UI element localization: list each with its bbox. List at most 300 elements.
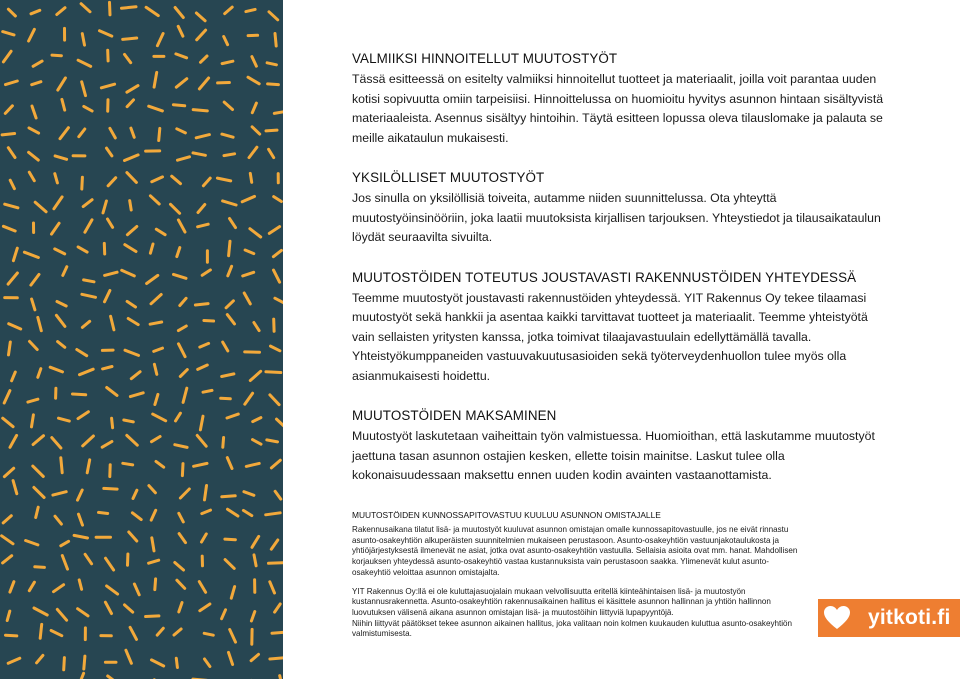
pattern-dash — [153, 414, 166, 421]
pattern-dash — [230, 219, 236, 228]
pattern-dash — [57, 302, 66, 307]
pattern-dash — [250, 229, 261, 237]
section-title: YKSILÖLLISET MUUTOSTYÖT — [352, 170, 545, 185]
section-body: Teemme muutostyöt joustavasti rakennustöiden yhteydessä. YIT Rakennus Oy tekee tilaamasi muutostyöt sekä hankkii ja asentaa kaikki tarvittavat tuotteet ja materiaalit. Teemme yhteistyötä vain sellaisten yritysten kanssa, jotka toimivat tilaajavastuulain edellyttämällä tavalla. Yhteistyökumppaneiden vastuuvakuutusasioiden sekä työterveydenhuollon tulee myös olla asianmukaisesti hoidettu. — [352, 290, 868, 383]
pattern-dash — [222, 134, 233, 137]
pattern-dash — [83, 436, 94, 446]
pattern-dash — [172, 176, 181, 184]
pattern-dash — [157, 628, 163, 635]
pattern-dash — [5, 106, 12, 114]
pattern-dash — [252, 127, 260, 134]
pattern-dash — [10, 180, 14, 189]
pattern-dash — [197, 435, 206, 446]
pattern-dash — [52, 223, 60, 234]
pattern-dash — [253, 440, 262, 445]
pattern-dash — [253, 418, 261, 422]
pattern-dash — [32, 299, 35, 310]
pattern-dash — [174, 274, 187, 278]
pattern-dash — [224, 154, 235, 156]
pattern-dash — [101, 84, 114, 88]
pattern-dash — [271, 460, 280, 468]
pattern-dash — [176, 79, 187, 88]
pattern-dash — [221, 398, 231, 399]
pattern-dash — [102, 442, 112, 448]
section-title: VALMIIKSI HINNOITELLUT MUUTOSTYÖT — [352, 51, 618, 66]
pattern-dash — [26, 541, 38, 545]
pattern-dash — [62, 556, 67, 570]
pattern-dash — [275, 604, 281, 612]
pattern-dash — [193, 110, 207, 111]
pattern-dash — [270, 582, 275, 593]
pattern-dash — [171, 204, 180, 213]
pattern-dash — [222, 61, 233, 63]
pattern-dash — [104, 488, 117, 489]
pattern-dash — [130, 627, 136, 639]
pattern-dash — [274, 270, 280, 282]
pattern-dash — [33, 436, 43, 445]
logo-wordmark: yitkoti.fi — [868, 606, 951, 629]
pattern-dash — [228, 266, 232, 276]
pattern-dash — [269, 563, 283, 564]
pattern-dash — [202, 534, 207, 542]
pattern-dash — [200, 416, 203, 430]
pattern-dash — [244, 293, 250, 304]
pattern-dash — [30, 341, 38, 349]
pattern-dash — [246, 463, 259, 466]
pattern-dash — [31, 274, 39, 285]
pattern-dash — [57, 609, 66, 620]
pattern-dash — [7, 611, 10, 620]
pattern-dash — [125, 350, 139, 355]
pattern-dash — [105, 272, 118, 275]
pattern-dash — [246, 9, 255, 11]
pattern-dash — [270, 658, 283, 659]
section-title: MUUTOSTÖIDEN MAKSAMINEN — [352, 408, 557, 423]
pattern-dash — [149, 486, 156, 493]
pattern-dash — [106, 558, 114, 570]
pattern-dash — [77, 350, 87, 356]
pattern-dash — [245, 393, 253, 404]
pattern-dash — [127, 435, 138, 445]
pattern-dash — [146, 616, 159, 617]
pattern-dash — [130, 201, 132, 210]
pattern-dash — [107, 388, 117, 396]
pattern-dash — [173, 105, 184, 106]
pattern-dash — [55, 516, 61, 524]
pattern-dash — [123, 463, 133, 465]
pattern-dash — [34, 487, 44, 497]
pattern-dash — [175, 563, 184, 571]
pattern-dash — [182, 464, 183, 476]
fineprint-paragraph: YIT Rakennus Oy:llä ei ole kuluttajasuojalain mukaan velvollisuutta eritellä kiinteähintaisen lisä- ja muutostyön kustannusrakennetta. Asunto-osakeyhtiön rakennusaikainen hallitus ei käsittele asunnon hallinnan ja yhtiön hallinnon luovutuksen välisenä aikana asunnon omistajan lisä- ja muutostöihin liittyviä lupapyyntöjä. — [352, 586, 771, 617]
pattern-dash — [254, 323, 259, 331]
pattern-dash — [82, 294, 96, 297]
pattern-dash — [13, 481, 17, 494]
section-payment — [352, 408, 892, 486]
pattern-dash — [225, 560, 234, 569]
pattern-dash — [4, 468, 13, 476]
pattern-dash — [231, 587, 234, 599]
pattern-dash — [3, 418, 13, 427]
pattern-dash — [155, 394, 158, 404]
pattern-dash — [84, 656, 85, 669]
pattern-dash — [274, 197, 282, 202]
pattern-dash — [111, 316, 114, 330]
pattern-dash — [125, 605, 133, 612]
pattern-dash — [54, 585, 64, 592]
pattern-dash — [179, 344, 186, 357]
pattern-dash — [107, 586, 118, 594]
pattern-dash — [134, 584, 139, 595]
pattern-dash — [10, 435, 17, 447]
pattern-dash — [50, 367, 62, 372]
pattern-dash — [125, 155, 139, 161]
pattern-dash — [36, 507, 39, 517]
pattern-dash — [82, 82, 86, 96]
pattern-dash — [9, 324, 21, 329]
pattern-dash — [229, 241, 230, 255]
pattern-dash — [123, 38, 137, 39]
pattern-dash — [196, 135, 209, 138]
pattern-dash — [29, 128, 39, 133]
pattern-dash — [38, 369, 41, 378]
pattern-dash — [176, 54, 187, 58]
pattern-dash — [252, 103, 256, 113]
pattern-dash — [29, 152, 39, 160]
pattern-dash — [204, 321, 214, 322]
pattern-dash — [225, 7, 233, 14]
pattern-dash — [103, 367, 112, 369]
pattern-dash — [197, 30, 206, 40]
pattern-dash — [5, 204, 18, 208]
section-body: Muutostyöt laskutetaan vaiheittain työn valmistuessa. Huomioithan, että laskutamme muutostyöt jaettuna tasan asunnon ostajien kesken, ellette toisin mainitse. Laskut tulee olla kokonaisuudessaan maksettu ennen uuden kodin avainten vastaanottamista. — [352, 429, 875, 482]
pattern-dash — [33, 61, 42, 66]
pattern-dash — [179, 513, 184, 522]
pattern-dash — [271, 540, 278, 549]
fineprint-paragraph: Rakennusaikana tilatut lisä- ja muutostyöt kuuluvat asunnon omistajan omalle kunnossapitovastuulle, jos ne eivät rinnastu asunto-osakeyhtiön alkuperäisten suunnitelmien mukaiseen perustasoon. Asunto-osakeyhtiön vastuunjakotaulukosta ja yhtiöjärjestyksestä ilmenevät ne asiat, jotka ovat asunto-osakeyhtiön vastuulla. Sellaisia asioita ovat mm. hanat. Mahdollisen korjauksen yhteydessä asunto-osakeyhtiö vastaa kustannuksista vain perustasoon saakka. Ylimenevät kulut asunto-osakeyhtiö veloittaa asunnon omistajalta. — [352, 525, 798, 577]
section-body: Tässä esitteessä on esitelty valmiiksi hinnoitellut tuotteet ja materiaalit, joilla voit parantaa uuden kotisi sopivuutta omiin tarpeisiisi. Hinnoittelussa on huomioitu hyvitys asunnon hintaan sisältyvistä materiaaleista. Asennus sisältyy hintoihin. Täytä esitteen lopussa oleva tilauslomake ja palauta se meille aikataulun mukaisesti. — [352, 72, 884, 145]
pattern-dash — [84, 106, 92, 111]
pattern-dash — [180, 298, 186, 305]
pattern-dash — [150, 196, 159, 204]
pattern-dash — [3, 32, 14, 35]
pattern-dash — [110, 128, 115, 138]
pattern-dash — [157, 34, 163, 46]
pattern-dash — [194, 463, 207, 466]
pattern-dash — [154, 364, 156, 374]
pattern-dash — [38, 317, 42, 330]
pattern-dash — [108, 219, 113, 227]
pattern-dash — [267, 63, 276, 65]
pattern-dash — [178, 220, 185, 232]
pattern-dash — [52, 55, 61, 56]
pattern-dash — [151, 510, 156, 520]
pattern-dash — [202, 270, 210, 275]
pattern-dash — [271, 346, 280, 351]
pattern-dash — [34, 608, 47, 615]
pattern-dash — [151, 295, 161, 304]
pattern-dash — [33, 466, 44, 476]
pattern-dash — [250, 371, 260, 380]
pattern-dash — [55, 156, 67, 159]
pattern-dash — [107, 148, 112, 156]
pattern-dash — [175, 445, 187, 448]
fineprint-paragraph: Niihin liittyvät päätökset tekee asunnon aikainen hallitus, joka valitaan noin kolmen kuukauden kuluttua asunto-osakeyhtiön valmistumisesta. — [352, 618, 793, 639]
pattern-dash — [56, 315, 65, 326]
pattern-dash — [273, 250, 281, 256]
heart-icon — [818, 599, 856, 637]
pattern-dash — [130, 393, 143, 397]
pattern-dash — [176, 413, 181, 421]
pattern-dash — [40, 624, 42, 638]
pattern-dash — [178, 26, 183, 36]
fineprint-title: MUUTOSTÖIDEN KUNNOSSAPITOVASTUU KUULUU ASUNNON OMISTAJALLE — [352, 510, 661, 520]
pattern-dash — [248, 77, 259, 84]
pattern-dash — [178, 157, 190, 160]
pattern-dash — [198, 365, 208, 369]
pattern-dash — [110, 2, 111, 14]
pattern-dash — [84, 280, 94, 282]
pattern-dash — [125, 245, 136, 252]
pattern-dash — [32, 415, 34, 427]
pattern-dash — [227, 315, 234, 324]
pattern-dash — [32, 82, 41, 85]
pattern-dash — [225, 539, 236, 540]
pattern-dash — [204, 633, 213, 635]
pattern-dash — [31, 10, 40, 14]
pattern-dash — [277, 419, 284, 426]
pattern-dash — [6, 635, 17, 636]
pattern-dash — [29, 582, 34, 591]
pattern-dash — [251, 654, 258, 660]
pattern-dash — [85, 220, 92, 232]
pattern-dash — [270, 395, 279, 405]
pattern-dash — [150, 322, 162, 324]
pattern-dash — [159, 128, 160, 140]
pattern-dash — [87, 460, 90, 473]
dash-pattern — [0, 0, 283, 679]
section-title: MUUTOSTÖIDEN TOTEUTUS JOUSTAVASTI RAKENNUSTÖIDEN YHTEYDESSÄ — [352, 269, 857, 285]
pattern-dash — [269, 149, 274, 157]
pattern-dash — [229, 652, 233, 664]
pattern-dash — [275, 34, 276, 47]
section-body: Jos sinulla on yksilöllisiä toiveita, autamme niiden suunnittelussa. Ota yhteyttä muutostyöinsinööriin, joka laatii muutoksista kirjallisen tarjouksen. Yhteystiedot ja tilausaikataulun löydät seuraavilta sivuilta. — [352, 191, 881, 244]
pattern-dash — [3, 556, 12, 563]
pattern-dash — [199, 78, 208, 89]
pattern-dash — [132, 513, 141, 520]
pattern-dash — [105, 602, 111, 613]
pattern-dash — [203, 178, 210, 186]
pattern-dash — [85, 554, 92, 564]
pattern-dash — [195, 304, 208, 305]
pattern-dash — [61, 458, 62, 473]
pattern-dash — [4, 391, 10, 403]
pattern-dash — [3, 51, 11, 62]
pattern-dash — [266, 513, 281, 515]
pattern-dash — [73, 394, 86, 395]
pattern-dash — [63, 267, 67, 276]
pattern-dash — [222, 374, 234, 377]
pattern-dash — [223, 438, 224, 448]
pattern-dash — [131, 372, 140, 379]
pattern-dash — [80, 369, 94, 375]
pattern-dash — [12, 372, 16, 381]
pattern-dash — [81, 4, 90, 12]
pattern-dash — [122, 270, 135, 276]
pattern-dash — [202, 510, 211, 513]
pattern-dash — [2, 134, 15, 135]
pattern-dash — [179, 603, 182, 612]
pattern-dash — [8, 148, 15, 158]
pattern-dash — [79, 673, 84, 679]
pattern-dash — [205, 659, 210, 667]
pattern-dash — [217, 178, 230, 181]
pattern-dash — [55, 249, 65, 254]
pattern-dash — [198, 224, 209, 227]
pattern-dash — [61, 541, 69, 546]
pattern-dash — [122, 7, 137, 8]
pattern-dash — [126, 650, 131, 663]
pattern-dash — [154, 72, 157, 87]
pattern-dash — [127, 100, 133, 107]
pattern-dash — [8, 9, 15, 16]
pattern-dash — [99, 512, 108, 513]
pattern-dash — [177, 580, 185, 588]
pattern-dash — [180, 370, 187, 377]
pattern-dash — [152, 437, 161, 442]
pattern-dash — [177, 248, 180, 257]
pattern-dash — [103, 201, 106, 213]
pattern-dash — [149, 560, 159, 563]
pattern-dash — [226, 301, 233, 308]
pattern-dash — [254, 555, 256, 566]
section-implementation — [352, 270, 892, 387]
pattern-dash — [82, 34, 84, 46]
pattern-dash — [224, 102, 232, 109]
pattern-dash — [178, 326, 186, 331]
pattern-dash — [78, 247, 87, 252]
pattern-dash — [223, 342, 228, 351]
pattern-dash — [57, 8, 65, 15]
pattern-dash — [127, 227, 136, 235]
pattern-dash — [201, 56, 208, 62]
pattern-dash — [243, 272, 254, 276]
pattern-dash — [79, 514, 83, 525]
pattern-dash — [266, 372, 281, 373]
pattern-dash — [125, 54, 131, 62]
pattern-dash — [275, 491, 281, 499]
pattern-dash — [133, 490, 137, 498]
pattern-dash — [127, 173, 136, 183]
pattern-dash — [269, 12, 278, 20]
pattern-dash — [82, 321, 89, 327]
decorative-pattern-panel — [0, 0, 283, 679]
pattern-dash — [177, 129, 186, 133]
pattern-dash — [78, 412, 88, 419]
pattern-dash — [28, 399, 38, 402]
pattern-dash — [124, 420, 134, 422]
pattern-dash — [174, 629, 181, 635]
pattern-dash — [53, 492, 66, 495]
pattern-dash — [8, 273, 17, 284]
pattern-dash — [203, 390, 212, 392]
pattern-dash — [79, 580, 81, 589]
pattern-dash — [10, 582, 14, 592]
pattern-dash — [3, 516, 11, 523]
pattern-dash — [280, 676, 283, 679]
pattern-dash — [244, 492, 254, 496]
pattern-dash — [156, 461, 164, 467]
pattern-dash — [250, 173, 251, 182]
pattern-dash — [149, 106, 163, 111]
pattern-dash — [32, 106, 36, 118]
pattern-dash — [268, 84, 279, 85]
pattern-dash — [78, 490, 83, 500]
pattern-dash — [52, 438, 61, 448]
pattern-dash — [176, 658, 177, 667]
pattern-dash — [54, 197, 62, 209]
pattern-dash — [79, 129, 85, 137]
pattern-dash — [78, 60, 91, 66]
pattern-dash — [152, 660, 164, 666]
pattern-dash — [274, 112, 283, 114]
pattern-dash — [9, 342, 11, 355]
pattern-dash — [3, 226, 15, 231]
pattern-dash — [269, 227, 279, 234]
pattern-dash — [150, 244, 153, 253]
pattern-dash — [37, 655, 43, 662]
pattern-dash — [227, 458, 232, 469]
pattern-dash — [146, 7, 158, 15]
pattern-dash — [227, 414, 238, 418]
pattern-dash — [105, 291, 110, 302]
pattern-dash — [131, 128, 134, 137]
pattern-dash — [58, 78, 66, 90]
pattern-dash — [55, 174, 58, 183]
pattern-dash — [58, 342, 65, 348]
pattern-dash — [242, 196, 254, 201]
pattern-dash — [127, 86, 138, 93]
pattern-dash — [78, 609, 88, 616]
pattern-dash — [223, 201, 237, 205]
pattern-dash — [129, 532, 137, 541]
pattern-dash — [29, 172, 34, 181]
maintenance-responsibility-note — [352, 510, 802, 648]
pattern-dash — [196, 13, 205, 21]
pattern-dash — [183, 388, 187, 402]
pattern-dash — [222, 610, 226, 619]
pattern-dash — [152, 538, 154, 551]
pattern-dash — [267, 440, 278, 442]
pattern-dash — [205, 486, 207, 500]
pattern-dash — [198, 205, 205, 213]
pattern-dash — [128, 319, 138, 325]
pattern-dash — [74, 535, 87, 538]
yitkoti-logo[interactable] — [818, 599, 960, 637]
pattern-dash — [228, 509, 238, 516]
pattern-dash — [13, 248, 17, 261]
pattern-dash — [252, 536, 259, 547]
pattern-dash — [179, 534, 185, 543]
pattern-dash — [35, 202, 46, 212]
pattern-dash — [251, 612, 254, 622]
pattern-dash — [243, 510, 251, 515]
pattern-dash — [82, 177, 83, 189]
pattern-dash — [64, 658, 65, 670]
pattern-dash — [180, 489, 189, 498]
pattern-dash — [272, 632, 283, 633]
pattern-dash — [147, 275, 158, 283]
